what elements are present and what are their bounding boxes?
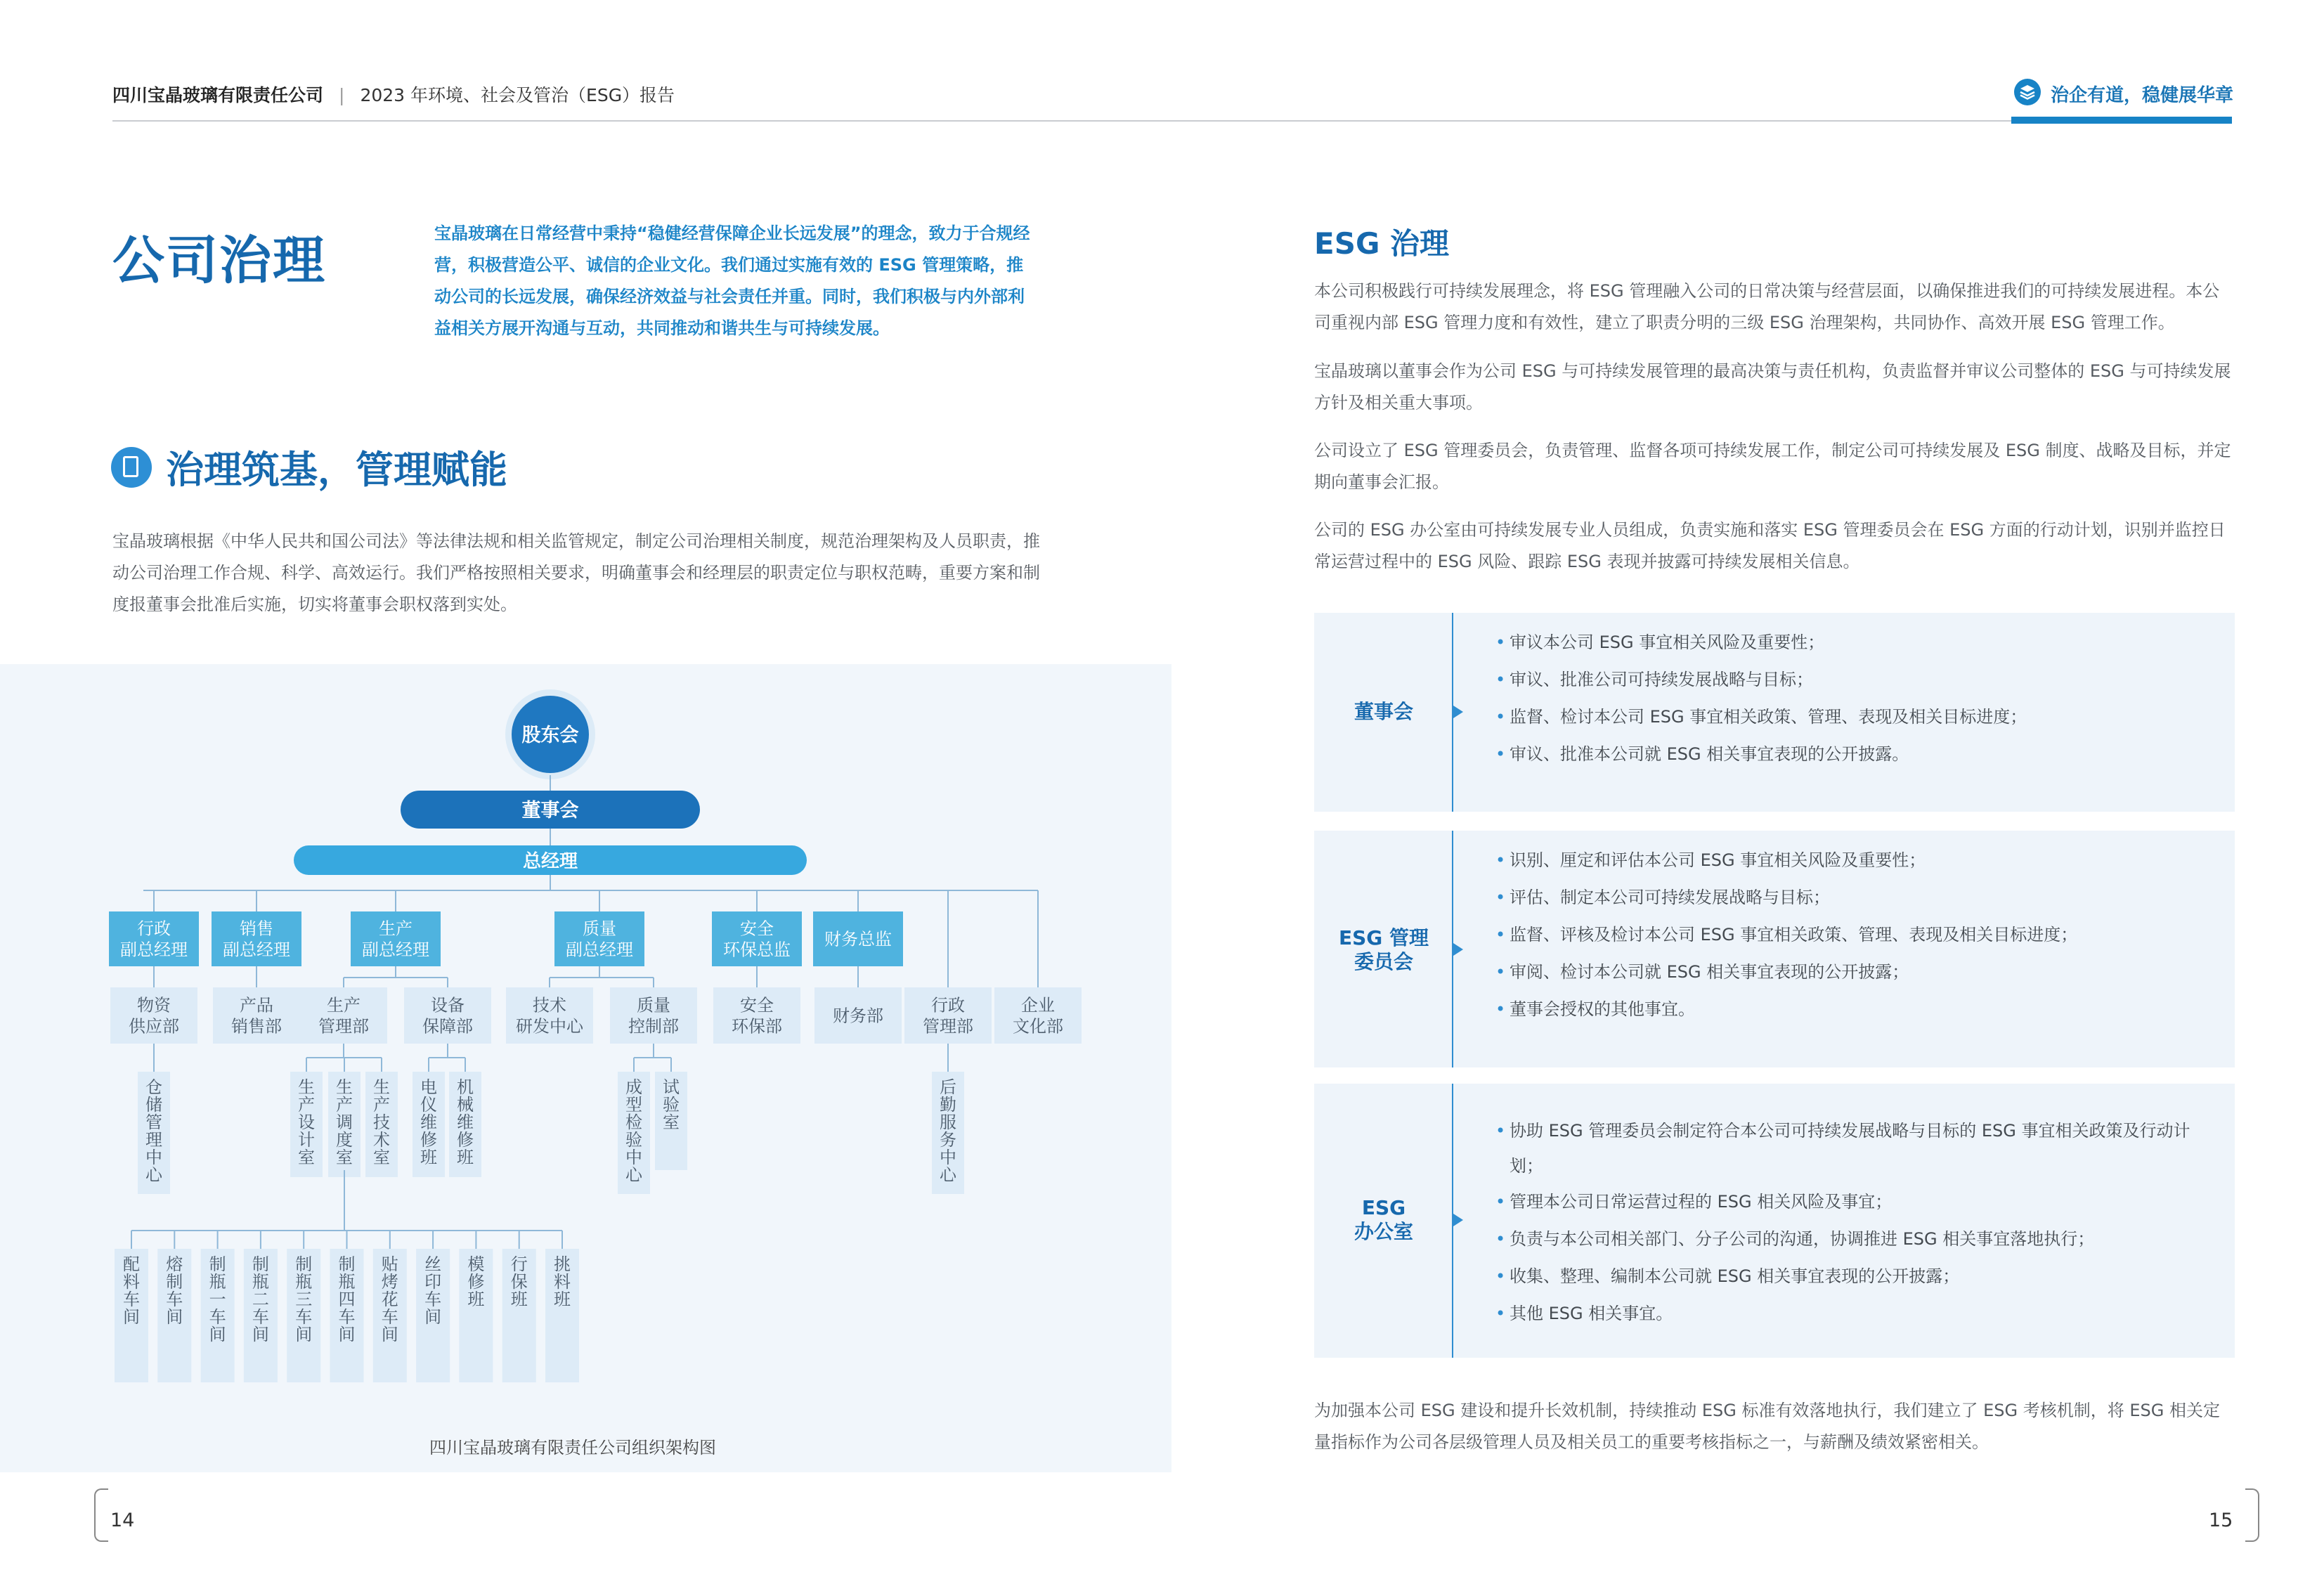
list-item: • 审阅、检讨本公司就 ESG 相关事宜表现的公开披露；	[1510, 954, 2212, 991]
list-item: • 收集、整理、编制本公司就 ESG 相关事宜表现的公开披露；	[1510, 1258, 2212, 1295]
workshop-label: 瓶	[295, 1272, 313, 1292]
sub-unit-label: 机	[457, 1077, 474, 1097]
sub-unit-label: 心	[940, 1165, 956, 1185]
workshop-label: 修	[467, 1272, 485, 1292]
workshop-label: 丝	[424, 1254, 442, 1274]
sub-unit-label: 班	[420, 1148, 437, 1167]
sub-unit-label: 械	[457, 1095, 474, 1115]
workshop-label: 间	[123, 1307, 140, 1327]
department-label: 企业	[1021, 995, 1055, 1015]
workshop-label: 花	[381, 1290, 398, 1309]
sub-unit-label: 型	[625, 1095, 642, 1115]
workshop-label: 保	[510, 1272, 528, 1292]
committee-label-line: ESG 管理	[1338, 926, 1429, 949]
office-duties-box	[1314, 1084, 2235, 1358]
department-label: 设备	[431, 995, 465, 1015]
sub-unit-label: 服	[940, 1112, 956, 1132]
page-number-right: 15	[2209, 1510, 2233, 1531]
workshop-label: 烤	[381, 1272, 398, 1292]
department-label: 行政	[931, 995, 965, 1015]
header-separator: |	[339, 85, 345, 105]
sub-unit-label: 理	[145, 1130, 162, 1150]
workshop-label: 间	[209, 1325, 226, 1344]
workshop-label: 贴	[381, 1254, 398, 1274]
sub-unit-label: 心	[145, 1165, 162, 1185]
workshop-label: 间	[338, 1325, 356, 1344]
department-label: 质量	[637, 995, 670, 1015]
department-label: 管理部	[923, 1016, 973, 1037]
workshop-label: 车	[209, 1307, 226, 1327]
executive-label: 副总经理	[120, 940, 188, 960]
workshop-label: 间	[166, 1307, 183, 1327]
sub-unit-label: 室	[373, 1148, 390, 1167]
sub-unit-label: 心	[625, 1165, 642, 1185]
committee-label-line: 委员会	[1353, 950, 1413, 973]
workshop-label: 班	[554, 1290, 571, 1309]
esg-paragraph: 公司设立了 ESG 管理委员会，负责管理、监督各项可持续发展工作，制定公司可持续发展及 ESG 制度、战略及目标，并定期向董事会汇报。	[1314, 441, 2231, 492]
sub-unit-label: 室	[298, 1148, 315, 1167]
list-item: • 审议、批准本公司就 ESG 相关事宜表现的公开披露。	[1510, 736, 2212, 773]
workshop-label: 瓶	[209, 1272, 226, 1292]
workshop-label: 间	[424, 1307, 442, 1327]
header-accent-bar	[2011, 117, 2232, 124]
workshop-label: 间	[252, 1325, 269, 1344]
department-label: 管理部	[318, 1016, 369, 1037]
esg-paragraph: 宝晶玻璃以董事会作为公司 ESG 与可持续发展管理的最高决策与责任机构，负责监督并审议公司整体的 ESG 与可持续发展方针及相关重大事项。	[1314, 361, 2231, 413]
sub-unit-label: 电	[420, 1077, 437, 1097]
sub-unit-label: 中	[940, 1148, 956, 1167]
committee-label	[1314, 926, 1453, 974]
executive-label: 安全	[740, 919, 774, 939]
sub-unit-label: 产	[336, 1095, 353, 1115]
triangle-right-icon	[1453, 706, 1463, 718]
workshop-label: 车	[166, 1290, 183, 1309]
department-label: 财务部	[833, 1006, 883, 1026]
sub-unit-label: 室	[663, 1112, 680, 1132]
board-duty-list	[1510, 624, 2212, 773]
workshop-label: 瓶	[252, 1272, 269, 1292]
workshop-label: 瓶	[338, 1272, 356, 1292]
workshop-label: 制	[166, 1272, 183, 1292]
section-name: 治企有道，稳健展华章	[2051, 85, 2234, 106]
sub-unit-label: 储	[145, 1095, 162, 1115]
list-item: • 识别、厘定和评估本公司 ESG 事宜相关风险及重要性；	[1510, 842, 2212, 879]
department-label: 文化部	[1013, 1016, 1063, 1037]
sub-unit-label: 术	[373, 1130, 390, 1150]
board-duties-box	[1314, 613, 2235, 812]
department-label: 产品	[240, 995, 273, 1015]
report-header	[112, 82, 675, 107]
workshop-label: 制	[252, 1254, 269, 1274]
intro-paragraph: 宝晶玻璃在日常经营中秉持“稳健经营保障企业长远发展”的理念，致力于合规经营，积极营造公平、诚信的企业文化。我们通过实施有效的 ESG 管理策略，推动公司的长远发展，确保经济效益与社会责任并重。同时，我们积极与内外部利益相关方展开沟通与互动，共同推动和谐共生与可持续发展。	[434, 223, 1030, 338]
esg-governance-title: ESG 治理	[1314, 226, 1450, 261]
sub-unit-label: 验	[663, 1095, 680, 1115]
section-title: 治理筑基，管理赋能	[166, 448, 507, 492]
document-icon	[111, 447, 152, 488]
department-label: 安全	[740, 995, 774, 1015]
workshop-label: 制	[209, 1254, 226, 1274]
header-rule	[112, 120, 2221, 122]
sub-unit-label: 技	[373, 1112, 390, 1132]
sub-unit-label: 生	[373, 1077, 390, 1097]
list-item: • 审议本公司 ESG 事宜相关风险及重要性；	[1510, 624, 2212, 661]
page-bracket-left	[94, 1488, 108, 1542]
office-label	[1314, 1196, 1453, 1244]
workshop-label: 四	[338, 1290, 356, 1309]
workshop-label: 制	[295, 1254, 313, 1274]
esg-paragraph: 公司的 ESG 办公室由可持续发展专业人员组成，负责实施和落实 ESG 管理委员会在 ESG 方面的行动计划，识别并监控日常运营过程中的 ESG 风险、跟踪 ESG 表现并披露可持续发展相关信息。	[1314, 520, 2226, 571]
office-duty-list	[1510, 1113, 2212, 1332]
executive-label: 副总经理	[566, 940, 633, 960]
workshop-label: 车	[424, 1290, 442, 1309]
workshop-label: 间	[295, 1325, 313, 1344]
sub-unit-label: 维	[457, 1112, 474, 1132]
board-label: 董事会	[521, 800, 579, 822]
sub-unit-label: 成	[625, 1077, 642, 1097]
department-label: 供应部	[129, 1016, 179, 1037]
sub-unit-label: 修	[420, 1130, 437, 1150]
sub-unit-label: 产	[298, 1095, 315, 1115]
sub-unit-label: 后	[940, 1077, 956, 1097]
workshop-label: 料	[123, 1272, 140, 1292]
sub-unit-label: 生	[336, 1077, 353, 1097]
department-label: 技术	[533, 995, 566, 1015]
workshop-label: 印	[424, 1272, 442, 1292]
sub-unit-label: 检	[625, 1112, 642, 1132]
sub-unit-label: 计	[298, 1130, 315, 1150]
workshop-label: 车	[295, 1307, 313, 1327]
sub-unit-label: 务	[940, 1130, 956, 1150]
workshop-label: 班	[510, 1290, 528, 1309]
office-label-line: 办公室	[1353, 1220, 1413, 1243]
workshop-label: 间	[381, 1325, 398, 1344]
shareholders-label: 股东会	[521, 725, 579, 746]
company-name: 四川宝晶玻璃有限责任公司	[112, 85, 324, 105]
sub-unit-label: 试	[663, 1077, 680, 1097]
sub-unit-label: 管	[145, 1112, 162, 1132]
department-label: 生产	[327, 995, 361, 1015]
list-item: • 协助 ESG 管理委员会制定符合本公司可持续发展战略与目标的 ESG 事宜相关政策及行动计划；	[1510, 1113, 2212, 1183]
list-item: • 审议、批准公司可持续发展战略与目标；	[1510, 661, 2212, 699]
sub-unit-label: 产	[373, 1095, 390, 1115]
list-item: • 监督、评核及检讨本公司 ESG 事宜相关政策、管理、表现及相关目标进度；	[1510, 916, 2212, 954]
committee-duties-box	[1314, 831, 2235, 1067]
executive-label: 生产	[379, 919, 413, 939]
executive-label: 销售	[240, 919, 273, 939]
sub-unit-label: 中	[625, 1148, 642, 1167]
executive-label: 质量	[583, 919, 616, 939]
executive-label: 环保总监	[723, 940, 791, 960]
org-chart-caption: 四川宝晶玻璃有限责任公司组织架构图	[429, 1438, 716, 1458]
page-bracket-right	[2245, 1488, 2259, 1542]
workshop-label: 模	[467, 1254, 485, 1274]
workshop-label: 车	[381, 1307, 398, 1327]
department-label: 控制部	[628, 1016, 679, 1037]
workshop-label: 制	[338, 1254, 356, 1274]
list-item: • 董事会授权的其他事宜。	[1510, 991, 2212, 1028]
list-item: • 管理本公司日常运营过程的 ESG 相关风险及事宜；	[1510, 1183, 2212, 1221]
sub-unit-label: 验	[625, 1130, 642, 1150]
page-title: 公司治理	[112, 231, 326, 291]
gm-label: 总经理	[522, 851, 578, 872]
sub-unit-label: 室	[336, 1148, 353, 1167]
executive-label: 副总经理	[223, 940, 290, 960]
sub-unit-label: 生	[298, 1077, 315, 1097]
esg-paragraph: 本公司积极践行可持续发展理念，将 ESG 管理融入公司的日常决策与经营层面，以确保推进我们的可持续发展进程。本公司重视内部 ESG 管理力度和有效性，建立了职责分明的三级 ESG 治理架构，共同协作、高效开展 ESG 管理工作。	[1314, 281, 2220, 332]
sub-unit-label: 勤	[940, 1095, 956, 1115]
office-label-line: ESG	[1361, 1196, 1406, 1219]
workshop-label: 料	[554, 1272, 571, 1292]
layers-icon	[2014, 79, 2041, 105]
sub-unit-label: 度	[336, 1130, 353, 1150]
list-item: • 监督、检讨本公司 ESG 事宜相关政策、管理、表现及相关目标进度；	[1510, 699, 2212, 736]
workshop-label: 挑	[554, 1254, 571, 1274]
department-label: 销售部	[231, 1016, 282, 1037]
department-label: 环保部	[732, 1016, 782, 1037]
page-number-left: 14	[110, 1510, 135, 1531]
workshop-label: 三	[295, 1290, 313, 1309]
workshop-label: 行	[510, 1254, 528, 1274]
committee-duty-list	[1510, 842, 2212, 1028]
triangle-right-icon	[1453, 943, 1463, 956]
sub-unit-label: 仪	[420, 1095, 437, 1115]
report-name: 2023 年环境、社会及管治（ESG）报告	[360, 85, 675, 105]
executive-label: 行政	[137, 919, 171, 939]
department-label: 保障部	[422, 1016, 473, 1037]
closing-paragraph: 为加强本公司 ESG 建设和提升长效机制，持续推动 ESG 标准有效落地执行，我们建立了 ESG 考核机制，将 ESG 相关定量指标作为公司各层级管理人员及相关员工的重要考核指标之一，与薪酬及绩效紧密相关。	[1314, 1401, 2221, 1452]
sub-unit-label: 班	[457, 1148, 474, 1167]
workshop-label: 配	[123, 1254, 140, 1274]
sub-unit-label: 中	[145, 1148, 162, 1167]
workshop-label: 一	[209, 1290, 226, 1309]
list-item: • 其他 ESG 相关事宜。	[1510, 1295, 2212, 1332]
sub-unit-label: 调	[336, 1112, 353, 1132]
board-label: 董事会	[1353, 700, 1413, 723]
workshop-label: 熔	[166, 1254, 183, 1274]
workshop-label: 班	[467, 1290, 485, 1309]
workshop-label: 车	[123, 1290, 140, 1309]
section-paragraph: 宝晶玻璃根据《中华人民共和国公司法》等法律法规和相关监管规定，制定公司治理相关制度，规范治理架构及人员职责，推动公司治理工作合规、科学、高效运行。我们严格按照相关要求，明确董事会和经理层的职责定位与职权范畴，重要方案和制度报董事会批准后实施，切实将董事会职权落到实处。	[112, 531, 1040, 614]
executive-label: 副总经理	[362, 940, 429, 960]
sub-unit-label: 修	[457, 1130, 474, 1150]
sub-unit-label: 设	[298, 1112, 315, 1132]
department-label: 物资	[137, 995, 171, 1015]
workshop-label: 二	[252, 1290, 269, 1309]
list-item: • 负责与本公司相关部门、分子公司的沟通，协调推进 ESG 相关事宜落地执行；	[1510, 1221, 2212, 1258]
department-label: 研发中心	[516, 1016, 583, 1037]
org-chart	[0, 664, 1171, 1472]
sub-unit-label: 仓	[145, 1077, 162, 1097]
workshop-label: 车	[252, 1307, 269, 1327]
sub-unit-label: 维	[420, 1112, 437, 1132]
executive-label: 财务总监	[824, 929, 892, 949]
workshop-label: 车	[338, 1307, 356, 1327]
list-item: • 评估、制定本公司可持续发展战略与目标；	[1510, 879, 2212, 916]
triangle-right-icon	[1453, 1214, 1463, 1226]
